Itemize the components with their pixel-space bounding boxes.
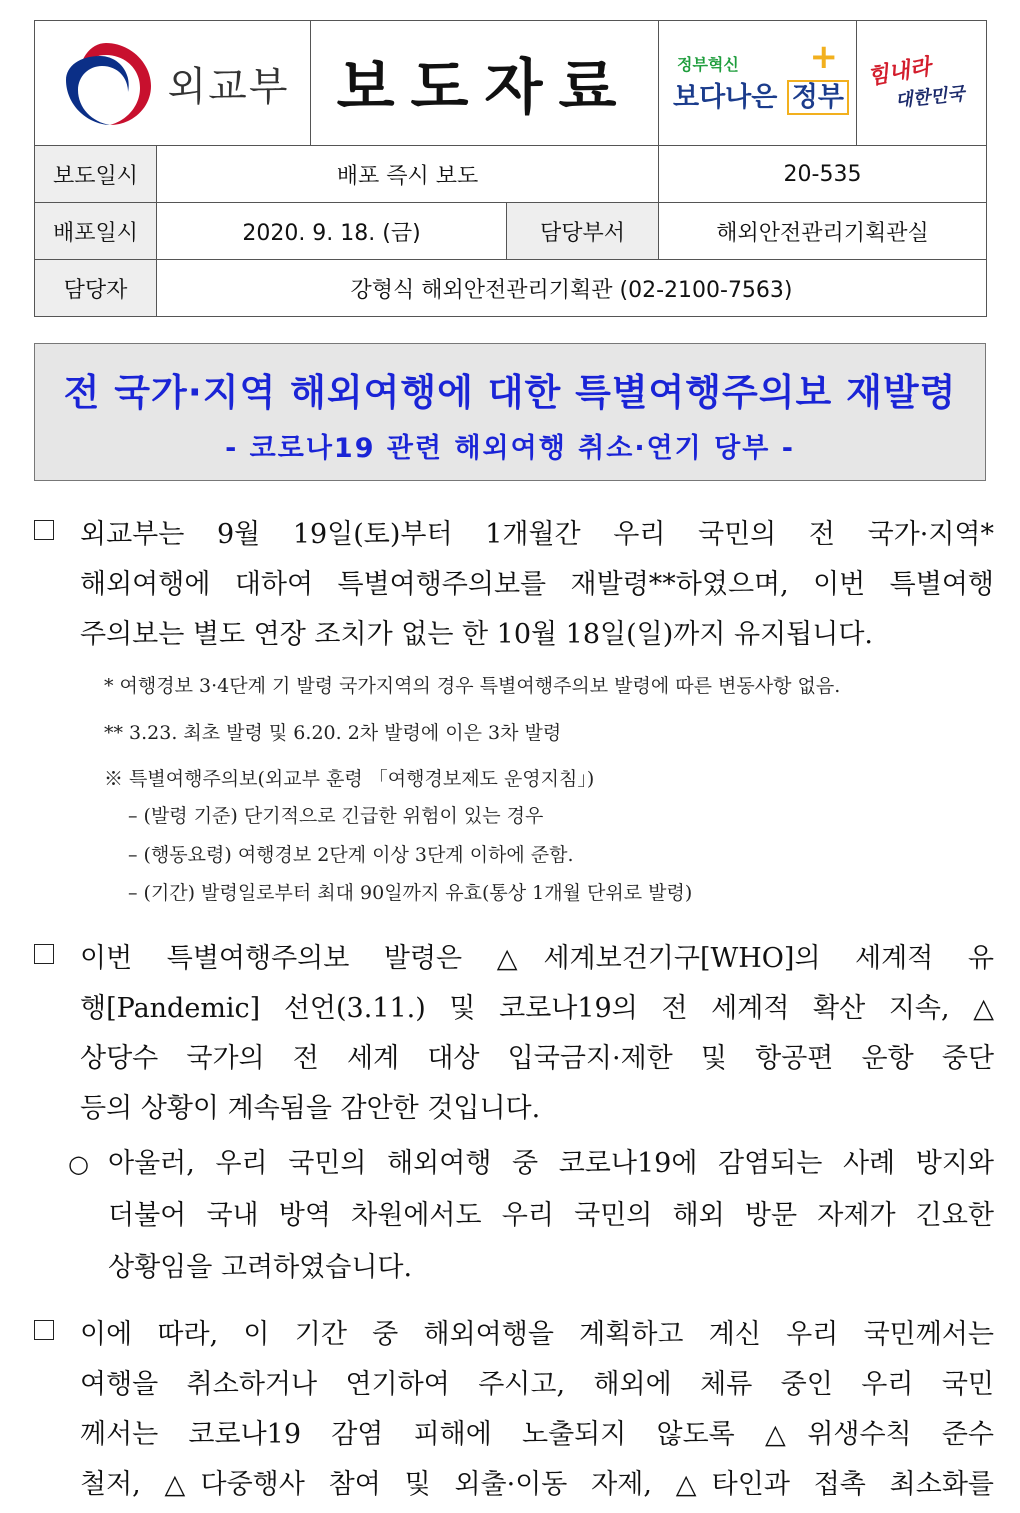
korea-slogan-b: 대한민국 — [894, 83, 966, 112]
press-header-table — [34, 20, 987, 317]
gov-slogan-main-a: 보다나은 — [673, 82, 778, 113]
korea-slogan-a: 힘내라 — [865, 54, 933, 91]
ministry-logo-cell — [35, 21, 311, 146]
headline-title: 전 국가·지역 해외여행에 대한 특별여행주의보 재발령 — [63, 371, 957, 414]
release-date-value: 배포 즉시 보도 — [157, 146, 659, 203]
p2-line: 이번 특별여행주의보 발령은 △세계보건기구[WHO]의 세계적 유 — [80, 943, 994, 974]
circle-bullet-icon: ○ — [68, 1150, 89, 1178]
p1-line: 주의보는 별도 연장 조치가 없는 한 10월 18일(일)까지 유지됩니다. — [80, 619, 873, 650]
release-date-label: 보도일시 — [35, 146, 157, 203]
p4-line: 철저, △다중행사 참여 및 외출·이동 자제, △타인과 접촉 최소화를 — [80, 1469, 994, 1500]
government-innovation-logo — [659, 21, 857, 146]
gov-slogan-main-b: 정부 — [787, 80, 849, 115]
document-type-title: 보도자료 — [311, 21, 659, 146]
paragraph-3 — [68, 1138, 994, 1294]
ministry-name: 외교부 — [167, 63, 290, 110]
contact-label: 담당자 — [35, 260, 157, 317]
p3-line: 아울러, 우리 국민의 해외여행 중 코로나19에 감염되는 사례 방지와 — [108, 1148, 994, 1179]
footnote-2: ** 3.23. 최초 발령 및 6.20. 2차 발령에 이은 3차 발령 — [104, 722, 562, 744]
p1-line: 외교부는 9월 19일(토)부터 1개월간 우리 국민의 전 국가·지역* — [80, 519, 994, 550]
gov-slogan-main — [659, 75, 856, 114]
headline-subtitle: - 코로나19 관련 해외여행 취소·연기 당부 - — [225, 433, 795, 464]
p2-line: 행[Pandemic] 선언(3.11.) 및 코로나19의 전 세계적 확산 지속, △ — [80, 993, 994, 1024]
square-bullet-icon — [34, 944, 54, 964]
p4-line: 여행을 취소하거나 연기하여 주시고, 해외에 체류 중인 우리 국민 — [80, 1369, 994, 1400]
footnote-1: * 여행경보 3·4단계 기 발령 국가지역의 경우 특별여행주의보 발령에 따른 변동사항 없음. — [104, 675, 841, 697]
p3-line: 상황임을 고려하였습니다. — [108, 1252, 413, 1283]
advisory-criteria: – (발령 기준) 단기적으로 긴급한 위험이 있는 경우 — [128, 805, 544, 827]
paragraph-1 — [34, 510, 994, 660]
square-bullet-icon — [34, 520, 54, 540]
p1-line: 해외여행에 대하여 특별여행주의보를 재발령**하였으며, 이번 특별여행 — [80, 569, 994, 600]
p3-line: 더불어 국내 방역 차원에서도 우리 국민의 해외 방문 자제가 긴요한 — [108, 1200, 994, 1231]
square-bullet-icon — [34, 1320, 54, 1340]
advisory-action-guide: – (행동요령) 여행경보 2단계 이상 3단계 이하에 준함. — [128, 844, 574, 866]
special-advisory-note: ※ 특별여행주의보(외교부 훈령 「여행경보제도 운영지침」) — [104, 768, 595, 790]
distribution-date-value: 2020. 9. 18. (금) — [157, 203, 507, 260]
headline-box — [34, 343, 986, 481]
department-value: 해외안전관리기획관실 — [659, 203, 987, 260]
distribution-date-label: 배포일시 — [35, 203, 157, 260]
gov-slogan-small: 정부혁신 — [677, 55, 739, 74]
release-number: 20-535 — [659, 146, 987, 203]
taegeuk-emblem-icon — [56, 38, 156, 128]
p2-line: 상당수 국가의 전 세계 대상 입국금지·제한 및 항공편 운항 중단 — [80, 1043, 994, 1074]
gov-plus-icon: + — [809, 37, 839, 77]
p2-line: 등의 상황이 계속됨을 감안한 것입니다. — [80, 1093, 541, 1124]
contact-value: 강형식 해외안전관리기획관 (02-2100-7563) — [157, 260, 987, 317]
advisory-period: – (기간) 발령일로부터 최대 90일까지 유효(통상 1개월 단위로 발령) — [128, 882, 693, 904]
korea-slogan-logo — [857, 21, 987, 146]
p4-line: 이에 따라, 이 기간 중 해외여행을 계획하고 계신 우리 국민께서는 — [80, 1319, 994, 1350]
p4-line: 께서는 코로나19 감염 피해에 노출되지 않도록 △위생수칙 준수 — [80, 1419, 994, 1450]
paragraph-4 — [34, 1310, 994, 1510]
paragraph-2 — [34, 934, 994, 1134]
department-label: 담당부서 — [507, 203, 659, 260]
